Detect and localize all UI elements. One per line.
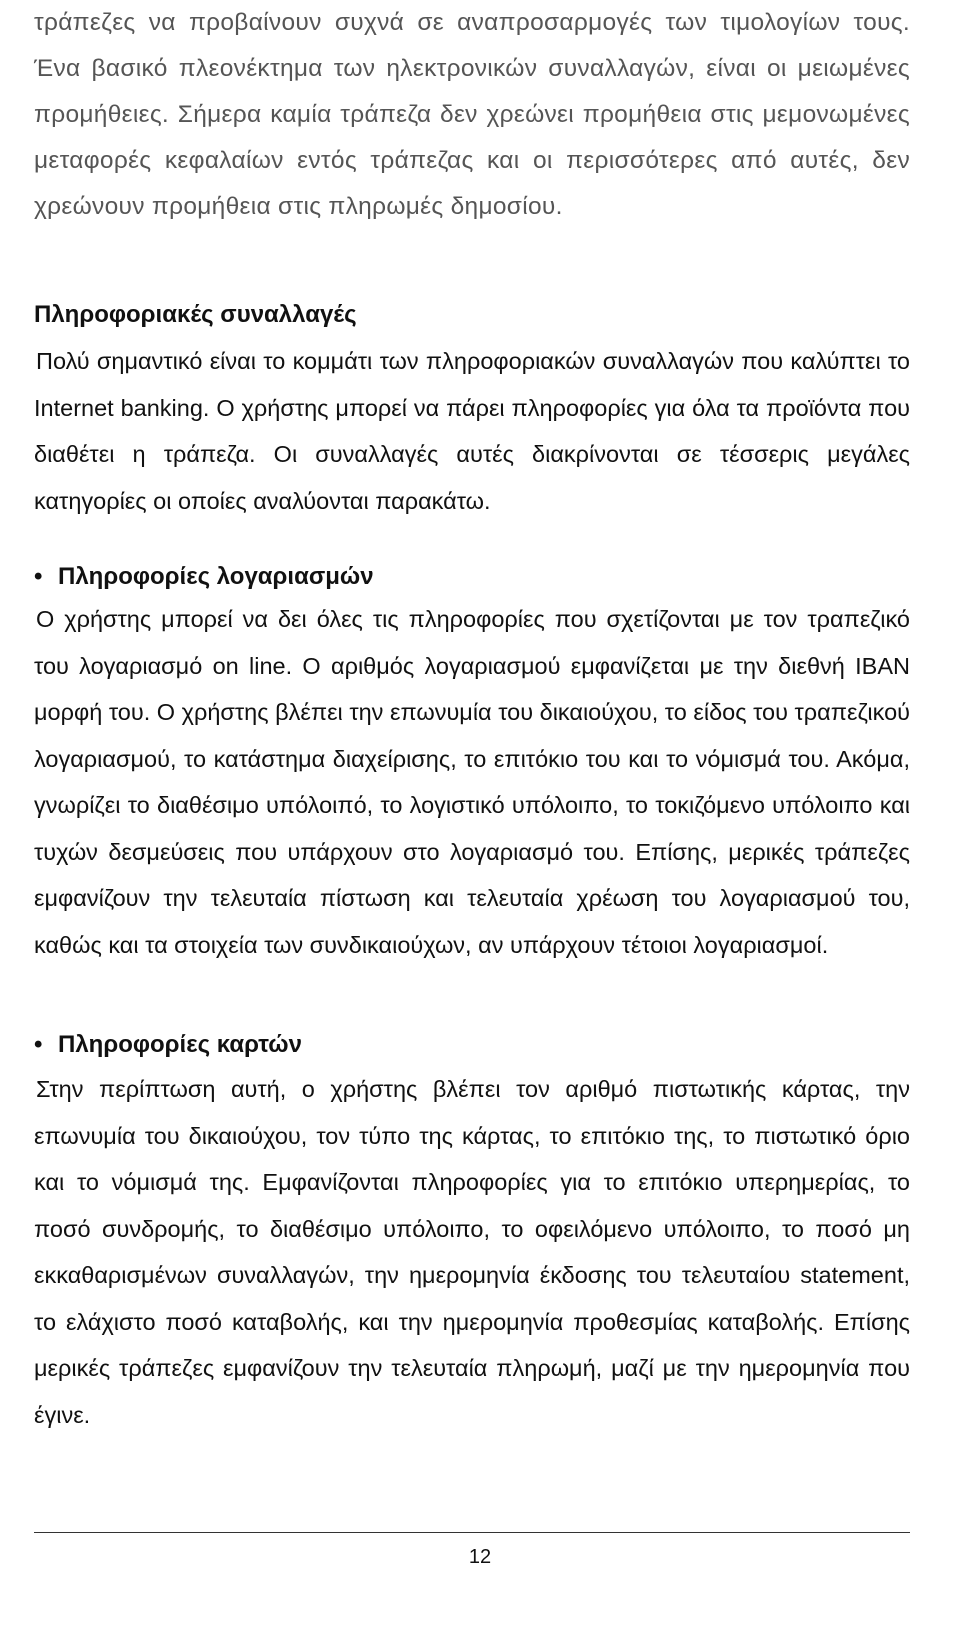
accounts-paragraph: Ο χρήστης μπορεί να δει όλες τις πληροφορίες που σχετίζονται με τον τραπεζικό του λογαριασμό on line. Ο αριθμός λογαριασμού εμφανίζεται με την διεθνή IBAN μορφή του. Ο χρήστης βλέπει την επωνυμία του δικαιούχου, το είδος του τραπεζικού λογαριασμού, το κατάστημα διαχείρισης, το επιτόκιο του και το νόμισμά του. Ακόμα, γνωρίζει το διαθέσιμο υπόλοιπό, το λογιστικό υπόλοιπο, το τοκιζόμενο υπόλοιπο και τυχών δεσμεύσεις που υπάρχουν στο λογαριασμό του. Επίσης, μερικές τράπεζες εμφανίζουν την τελευταία πίστωση και τελευταία χρέωση του λογαριασμού του, καθώς και τα στοιχεία των συνδικαιούχων, αν υπάρχουν τέτοιοι λογαριασμοί. xyxy=(34,606,910,958)
bullet-heading-cards xyxy=(34,1022,302,1068)
bullet-heading-accounts xyxy=(34,554,374,600)
section-paragraph: Πολύ σημαντικό είναι το κομμάτι των πληροφοριακών συναλλαγών που καλύπτει το Internet banking. Ο χρήστης μπορεί να πάρει πληροφορίες για όλα τα προϊόντα που διαθέτει η τράπεζα. Οι συναλλαγές αυτές διακρίνονται σε τέσσερις μεγάλες κατηγορίες οι οποίες αναλύονται παρακάτω. xyxy=(34,348,910,514)
page-number: 12 xyxy=(468,1546,492,1568)
cards-paragraph: Στην περίπτωση αυτή, ο χρήστης βλέπει τον αριθμό πιστωτικής κάρτας, την επωνυμία του δικαιούχου, τον τύπο της κάρτας, το επιτόκιο της, το πιστωτικό όριο και το νόμισμά της. Εμφανίζονται πληροφορίες για το επιτόκιο υπερημερίας, το ποσό συνδρομής, το διαθέσιμο υπόλοιπο, το οφειλόμενο υπόλοιπο, το ποσό μη εκκαθαρισμένων συναλλαγών, την ημερομηνία έκδοσης του τελευταίου statement, το ελάχιστο ποσό καταβολής, και την ημερομηνία προθεσμίας καταβολής. Επίσης μερικές τράπεζες εμφανίζουν την τελευταία πληρωμή, μαζί με την ημερομηνία που έγινε. xyxy=(34,1076,910,1428)
bullet-heading-text: Πληροφορίες λογαριασμών xyxy=(58,563,374,590)
bullet-heading-text: Πληροφορίες καρτών xyxy=(58,1031,302,1058)
intro-paragraph: τράπεζες να προβαίνουν συχνά σε αναπροσαρμογές των τιμολογίων τους. Ένα βασικό πλεονέκτημα των ηλεκτρονικών συναλλαγών, είναι οι μειωμένες προμήθειες. Σήμερα καμία τράπεζα δεν χρεώνει προμήθεια στις μεμονωμένες μεταφορές κεφαλαίων εντός τράπεζας και οι περισσότερες από αυτές, δεν χρεώνουν προμήθεια στις πληρωμές δημοσίου. xyxy=(34,9,910,220)
bullet-marker: • xyxy=(34,563,43,590)
bullet-marker: • xyxy=(34,1031,43,1058)
section-heading: Πληροφοριακές συναλλαγές xyxy=(34,301,357,328)
footer-divider xyxy=(34,1532,910,1533)
